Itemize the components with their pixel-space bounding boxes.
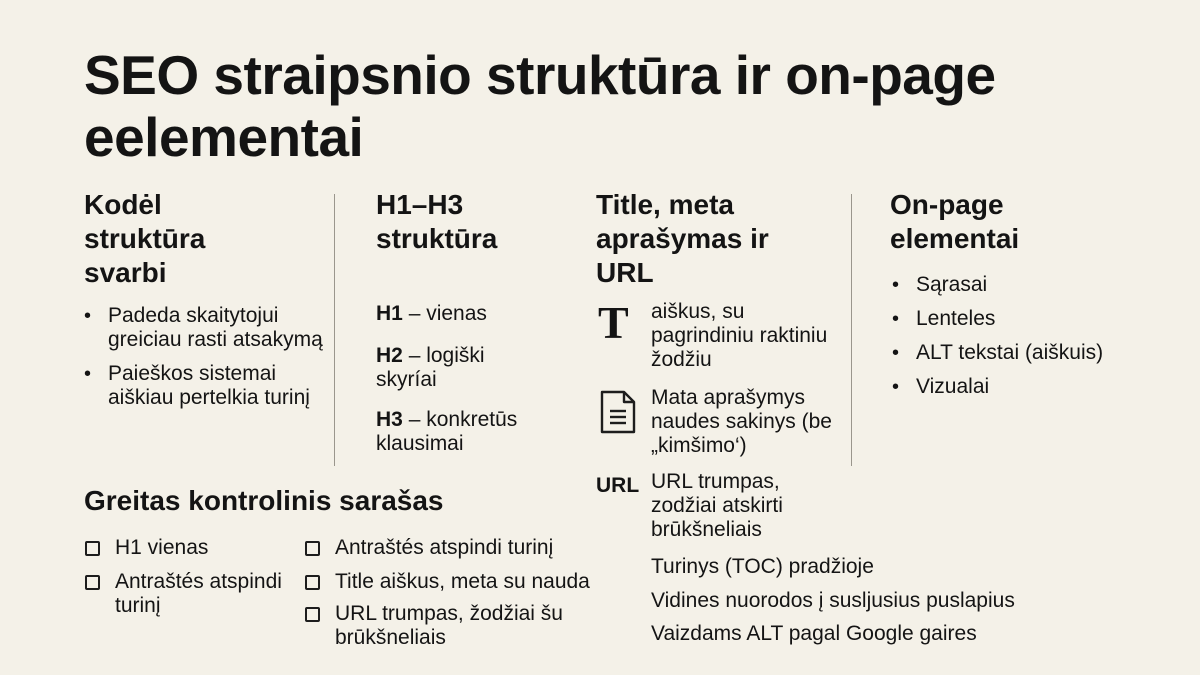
internal-links-text: Vidines nuorodos į susljusius puslapius — [651, 589, 1015, 612]
onpage-bullet-list — [892, 273, 1182, 399]
checklist-item[interactable] — [305, 570, 665, 594]
checklist-item[interactable] — [305, 536, 665, 560]
meta-heading: Title, meta aprašymas ir URL — [596, 189, 769, 288]
headings-heading: H1–H3 struktūra — [376, 189, 498, 254]
list-item: • Paieškos sistemai aiškiau pertelkia turinį — [84, 362, 324, 410]
h2-rule — [376, 344, 546, 392]
column-divider — [851, 194, 852, 466]
svg-text:T: T — [598, 300, 629, 344]
list-item: • ALT tekstai (aiškuis) — [892, 341, 1182, 365]
checkbox-icon[interactable] — [305, 541, 320, 556]
list-item: • Vizualai — [892, 375, 1182, 399]
h1-desc: – vienas — [408, 302, 487, 325]
meta-description-text: Mata aprašymys naudes sakinys (be „kimšimo‘) — [651, 386, 832, 457]
checklist-item-label: Antraštés atspindi turinį — [115, 570, 282, 617]
onpage-heading: On-page elementai — [890, 189, 1020, 254]
toc-text: Turinys (TOC) pradžioje — [651, 555, 874, 578]
page-title: SEO straipsnio struktūra ir on-page eelementai — [84, 44, 996, 168]
h2-tag: H2 — [376, 344, 403, 367]
list-item: • Padeda skaitytojui greiciau rasti atsakymą — [84, 304, 324, 352]
list-item: • Lenteles — [892, 307, 1182, 331]
title-t-icon — [596, 300, 636, 349]
document-icon — [598, 390, 638, 439]
checklist-item[interactable] — [85, 536, 305, 560]
image-alt-text: Vaizdams ALT pagal Google gaires — [651, 622, 977, 645]
checkbox-icon[interactable] — [305, 607, 320, 622]
h3-rule — [376, 408, 566, 456]
column-divider — [334, 194, 335, 466]
checklist-item-label: H1 vienas — [115, 536, 209, 559]
checklist-item-label: Title aiškus, meta su nauda — [335, 570, 590, 593]
checklist-heading: Greitas kontrolinis sarašas — [84, 485, 444, 516]
h3-tag: H3 — [376, 408, 403, 431]
checkbox-icon[interactable] — [85, 575, 100, 590]
checklist-item-label: Antraštés atspindi turinį — [335, 536, 554, 559]
checklist-item-label: URL trumpas, žodžiai šu brūkšneliais — [335, 602, 563, 649]
checklist-item[interactable] — [305, 602, 595, 650]
h3-desc: – konkretūs klausimai — [376, 408, 518, 455]
meta-title-text: aiškus, su pagrindiniu raktiniu žodžiu — [651, 300, 828, 371]
list-item: • Sąrasai — [892, 273, 1182, 297]
why-heading: Kodėl struktūra svarbi — [84, 189, 206, 288]
checkbox-icon[interactable] — [85, 541, 100, 556]
checkbox-icon[interactable] — [305, 575, 320, 590]
h1-tag: H1 — [376, 302, 403, 325]
why-bullet-list — [84, 304, 324, 410]
h1-rule — [376, 302, 566, 326]
h2-desc: – logiški skyríai — [376, 344, 485, 391]
checklist-item[interactable] — [85, 570, 305, 618]
meta-url-text: URL trumpas, zodžiai atskirti brūkšneliais — [651, 470, 783, 541]
url-icon: URL — [596, 474, 640, 497]
